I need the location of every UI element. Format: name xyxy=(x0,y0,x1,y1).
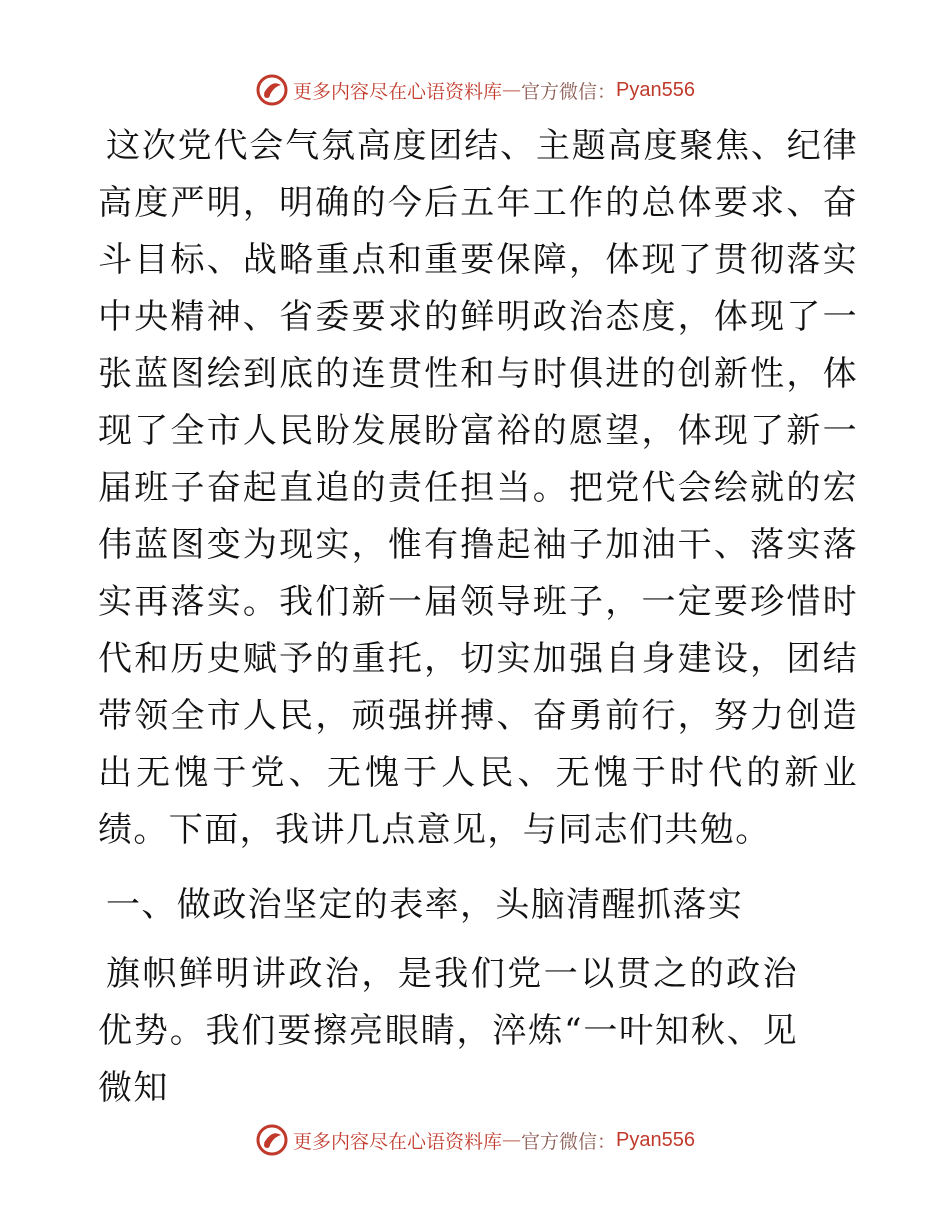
body-paragraph: 这次党代会气氛高度团结、主题高度聚焦、纪律高度严明，明确的今后五年工作的总体要求、奋斗目标、战略重点和重要保障，体现了贯彻落实中央精神、省委要求的鲜明政治态度，体现了一张蓝图绘到底的连贯性和与时俱进的创新性，体现了全市人民盼发展盼富裕的愿望，体现了新一届班子奋起直追的责任担当。把党代会绘就的宏伟蓝图变为现实，惟有撸起袖子加油干、落实落实再落实。我们新一届领导班子，一定要珍惜时代和历史赋予的重托，切实加强自身建设，团结带领全市人民，顽强拼搏、奋勇前行，努力创造出无愧于党、无愧于人民、无愧于时代的新业绩。下面，我讲几点意见，与同志们共勉。 xyxy=(98,126,858,850)
document-body xyxy=(98,118,858,1117)
wechat-id: Pyan556 xyxy=(616,78,695,101)
logo-icon xyxy=(255,73,289,107)
wechat-label: 官方微信： xyxy=(521,80,617,103)
wechat-label: 官方微信： xyxy=(521,1130,617,1153)
header-watermark xyxy=(0,70,950,110)
brand-text: 更多内容尽在心语资料库 xyxy=(293,80,503,103)
body-paragraph: 旗帜鲜明讲政治，是我们党一以贯之的政治优势。我们要擦亮眼睛，淬炼“一叶知秋、见微知 xyxy=(98,954,798,1108)
logo-icon xyxy=(255,1123,289,1157)
footer-watermark xyxy=(0,1120,950,1160)
brand-text: 更多内容尽在心语资料库 xyxy=(293,1130,503,1153)
separator-dash: — xyxy=(502,1129,522,1151)
separator-dash: — xyxy=(502,79,522,101)
wechat-id: Pyan556 xyxy=(616,1128,695,1151)
section-heading: 一、做政治坚定的表率，头脑清醒抓落实 xyxy=(106,885,744,925)
